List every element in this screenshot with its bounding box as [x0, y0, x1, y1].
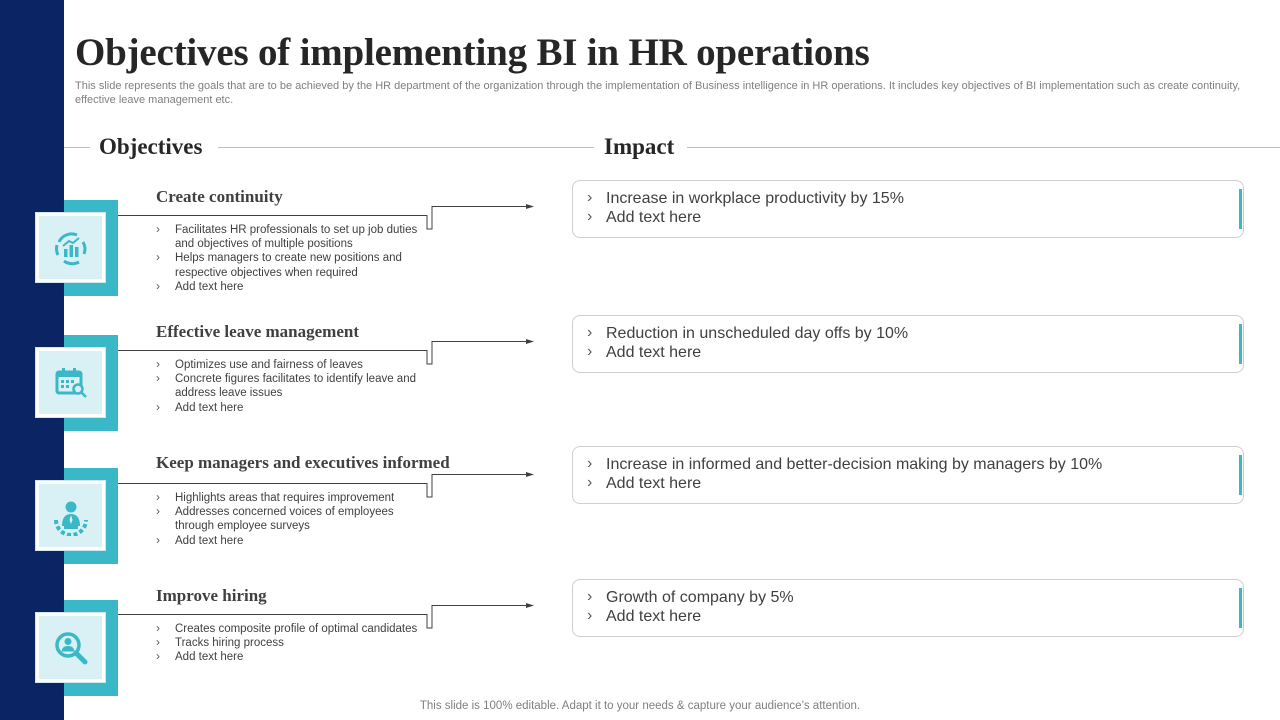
impact-line: › Increase in workplace productivity by 15% [587, 189, 1227, 208]
objective-title: Improve hiring [156, 586, 267, 605]
objective-point: › Highlights areas that requires improvement [156, 491, 418, 505]
impact-line: › Add text here [587, 343, 1227, 362]
objective-icon-box [36, 213, 105, 282]
chart-cycle-icon [51, 228, 91, 268]
objective-connector-arrow [118, 335, 538, 375]
impact-line: › Add text here [587, 474, 1227, 493]
objective-point: › Add text here [156, 280, 418, 294]
impact-line: › Reduction in unscheduled day offs by 10% [587, 324, 1227, 343]
objective-point: › Concrete figures facilitates to identify leave and address leave issues [156, 372, 418, 400]
user-search-icon [51, 628, 91, 668]
impact-line: › Growth of company by 5% [587, 588, 1227, 607]
objective-point: › Tracks hiring process [156, 636, 418, 650]
impact-line: › Add text here [587, 607, 1227, 626]
objectives-header-rule-right [218, 147, 594, 148]
objective-connector-arrow [118, 200, 538, 240]
impact-header-rule [687, 147, 1280, 148]
footer-note: This slide is 100% editable. Adapt it to your needs & capture your audience’s attention. [419, 700, 861, 712]
objective-point: › Creates composite profile of optimal candidates [156, 622, 418, 636]
objective-point: › Facilitates HR professionals to set up job duties and objectives of multiple positions [156, 223, 418, 251]
impact-box [572, 579, 1244, 637]
impact-line: › Add text here [587, 208, 1227, 227]
page-subtitle: This slide represents the goals that are to be achieved by the HR department of the organization through the implementation of Business intelligence in HR operations. It includes key objectives of BI implementation such as create continuity, effective leave management etc. [75, 80, 1241, 106]
objective-title: Effective leave management [156, 322, 359, 341]
objective-point: › Add text here [156, 650, 418, 664]
objective-point: › Optimizes use and fairness of leaves [156, 358, 418, 372]
objective-icon-box [36, 481, 105, 550]
objectives-header-rule-left [64, 147, 90, 148]
impact-header: Impact [604, 134, 675, 159]
impact-line: › Increase in informed and better-decision making by managers by 10% [587, 455, 1227, 474]
objective-icon-box [36, 613, 105, 682]
objective-point: › Helps managers to create new positions and respective objectives when required [156, 251, 418, 279]
objective-point: › Add text here [156, 401, 418, 415]
impact-box [572, 180, 1244, 238]
impact-box [572, 446, 1244, 504]
objective-title: Keep managers and executives informed [156, 453, 450, 472]
objective-title: Create continuity [156, 187, 283, 206]
objective-point: › Addresses concerned voices of employees through employee surveys [156, 505, 418, 533]
objective-connector-arrow [118, 599, 538, 639]
calendar-search-icon [51, 363, 91, 403]
objectives-header: Objectives [99, 134, 203, 159]
objective-point: › Add text here [156, 534, 418, 548]
page-title: Objectives of implementing BI in HR operations [75, 31, 870, 74]
objective-icon-box [36, 348, 105, 417]
impact-box [572, 315, 1244, 373]
objective-connector-arrow [118, 468, 538, 508]
manager-gear-icon [51, 496, 91, 536]
